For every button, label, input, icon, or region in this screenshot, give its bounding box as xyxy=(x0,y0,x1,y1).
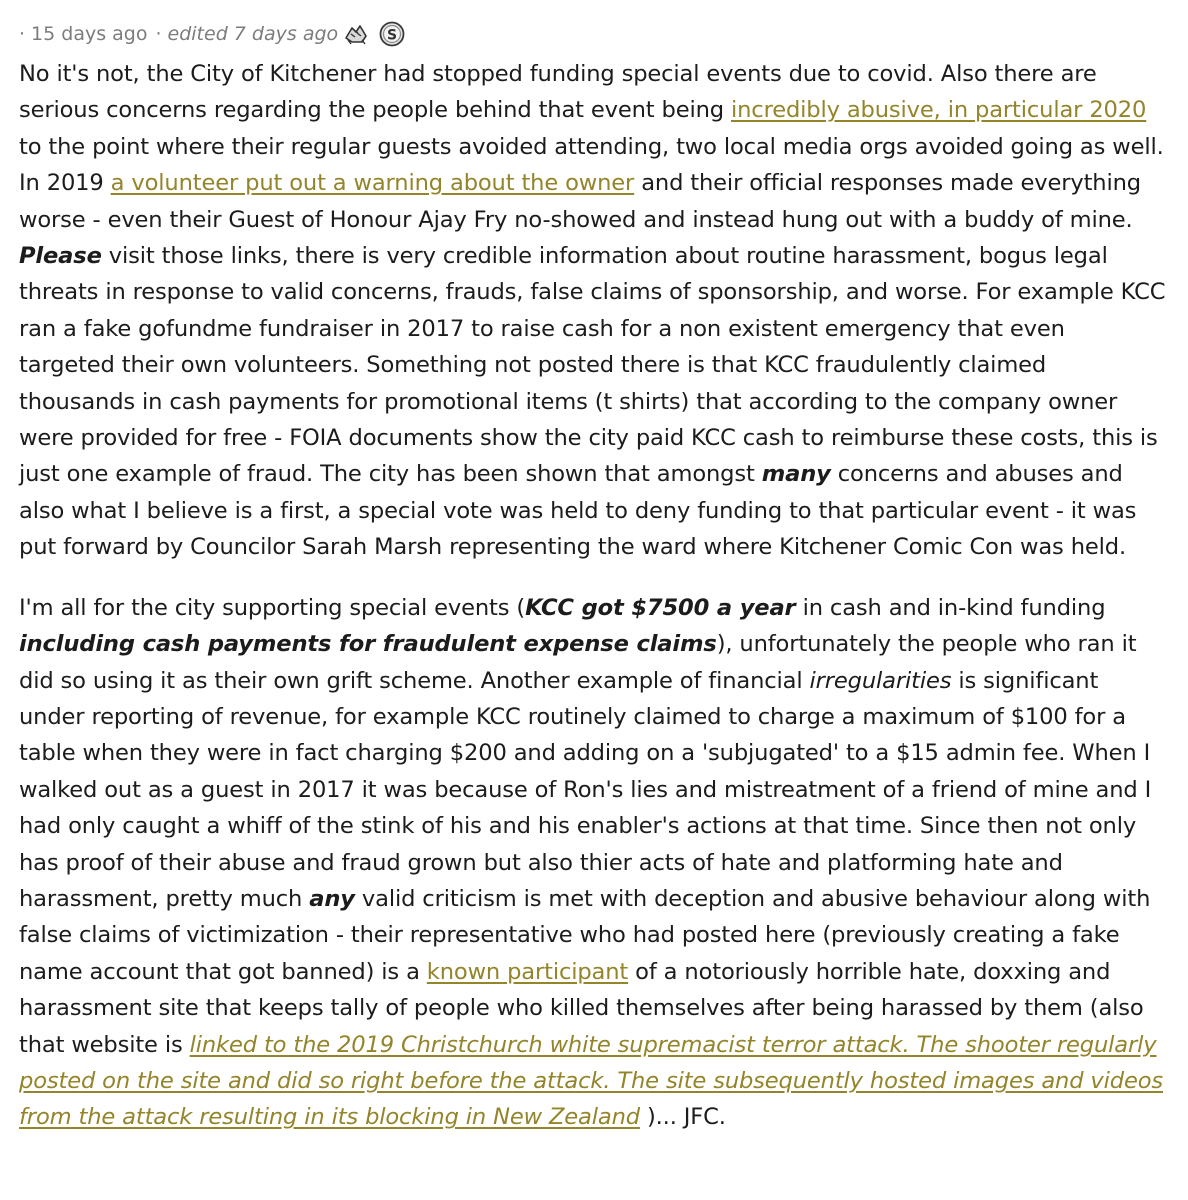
timestamp-link[interactable]: 15 days ago xyxy=(31,23,148,45)
p1-text-4: visit those links, there is very credible information about routine harassment, bogus legal threats in response to valid concerns, frauds, false claims of sponsorship, and worse. For example KCC ran a fake gofundme fundraiser in 2017 to raise cash for a non existent emergency that even targeted their own volunteers. Something not posted there is that KCC fraudulently claimed thousands in cash payments for promotional items (t shirts) that according to the company owner were provided for free - FOIA documents show the city paid KCC cash to reimburse these costs, this is just one example of fraud. The city has been shown that amongst xyxy=(19,243,1166,488)
p2-text-3: ), unfortunately the people who ran it did so using it as their own grift scheme. Another example of financial xyxy=(19,631,1137,694)
p1-text-1: No it's not, the City of Kitchener had stopped funding special events due to covid. Also there are serious concerns regarding the people behind that event being xyxy=(19,61,1097,124)
p2-text-2: in cash and in-kind funding xyxy=(795,594,1106,621)
emphasis-cash-payments: including cash payments for fraudulent expense claims xyxy=(19,631,717,658)
paragraph-1 xyxy=(19,56,1166,566)
p2-text-1: I'm all for the city supporting special events ( xyxy=(19,594,526,621)
silver-coin-icon[interactable] xyxy=(378,20,406,48)
p2-text-6: of a notoriously horrible hate, doxxing and harassment site that keeps tally of people who killed themselves after being harassed by them (also that website is xyxy=(19,958,1144,1058)
emphasis-irregularities: irregularities xyxy=(809,667,952,694)
hands-award-icon[interactable] xyxy=(342,20,370,48)
p1-text-3: and their official responses made everything worse - even their Guest of Honour Ajay Fry no-showed and instead hung out with a buddy of mine. xyxy=(19,170,1141,233)
meta-dot: · xyxy=(19,23,26,45)
svg-text:S: S xyxy=(387,27,398,44)
meta-separator: · xyxy=(155,23,162,45)
link-volunteer-warning[interactable]: a volunteer put out a warning about the owner xyxy=(110,170,635,197)
emphasis-many: many xyxy=(761,461,831,488)
p1-text-2: to the point where their regular guests avoided attending, two local media orgs avoided going as well. In 2019 xyxy=(19,133,1164,197)
p1-text-5: concerns and abuses and also what I believe is a first, a special vote was held to deny funding to that particular event - it was put forward by Councilor Sarah Marsh representing the ward where Kitchener Comic Con was held. xyxy=(19,461,1137,561)
comment-body xyxy=(19,56,1166,1136)
link-christchurch-attack[interactable]: linked to the 2019 Christchurch white supremacist terror attack. The shooter regularly posted on the site and did so right before the attack. The site subsequently hosted images and videos from the attack resulting in its blocking in New Zealand xyxy=(19,1031,1164,1131)
p2-text-5: valid criticism is met with deception and abusive behaviour along with false claims of victimization - their representative who had posted here (previously creating a fake name account that got banned) is a xyxy=(19,885,1151,985)
emphasis-please: Please xyxy=(19,243,102,270)
comment-meta xyxy=(19,16,1166,52)
link-incredibly-abusive[interactable]: incredibly abusive, in particular 2020 xyxy=(731,97,1147,124)
paragraph-2 xyxy=(19,590,1166,1136)
emphasis-kcc-funding: KCC got $7500 a year xyxy=(525,594,796,621)
emphasis-any: any xyxy=(309,885,355,912)
p2-text-4: is significant under reporting of revenue, for example KCC routinely claimed to charge a maximum of $100 for a table when they were in fact charging $200 and adding on a 'subjugated' to a $15 admin fee. When I walked out as a guest in 2017 it was because of Ron's lies and mistreatment of a friend of mine and I had only caught a whiff of the stink of his and his enabler's actions at that time. Since then not only has proof of their abuse and fraud grown but also thier acts of hate and platforming hate and harassment, pretty much xyxy=(19,667,1152,912)
p2-text-7: )... JFC. xyxy=(639,1104,726,1131)
edited-timestamp: edited 7 days ago xyxy=(167,23,339,45)
link-known-participant[interactable]: known participant xyxy=(426,958,629,985)
